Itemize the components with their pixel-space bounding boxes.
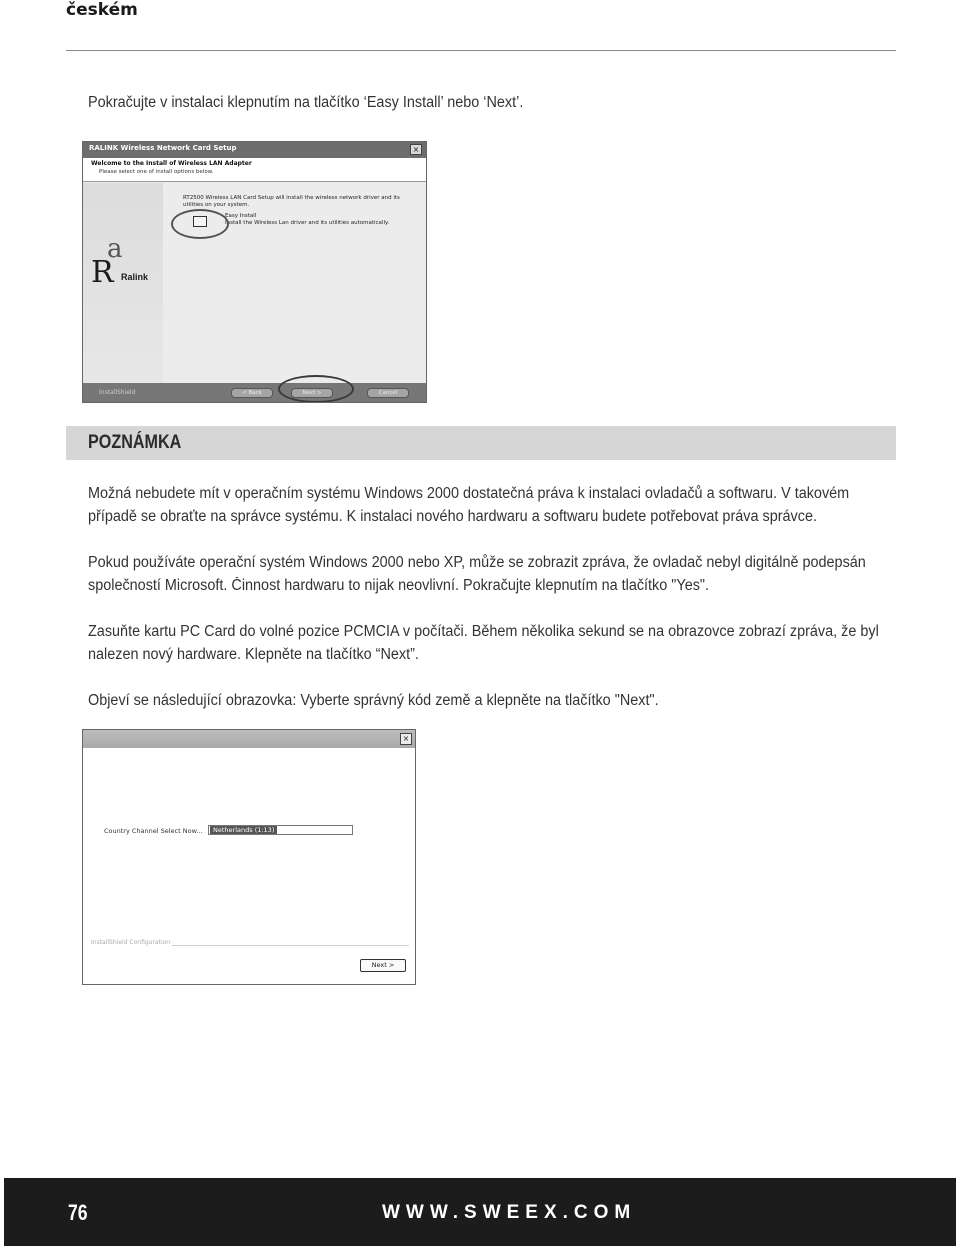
- dialog-body: [83, 748, 415, 985]
- selected-country[interactable]: Netherlands (1:13): [210, 826, 277, 834]
- wizard-heading: Welcome to the Install of Wireless LAN Adapter: [91, 160, 252, 167]
- country-channel-select[interactable]: [208, 825, 353, 835]
- country-select-screenshot: [82, 729, 416, 985]
- installshield-label: InstallShield Configuration: [91, 939, 171, 946]
- wizard-description: RT2500 Wireless LAN Card Setup will install the wireless network driver and its utilities on your system.: [183, 195, 400, 208]
- next-screen-text: Objeví se následující obrazovka: Vyberte správný kód země a klepněte na tlačítko "Next".: [88, 692, 659, 709]
- header-divider: [66, 50, 896, 51]
- window-title-bar: [83, 730, 415, 748]
- easy-install-title[interactable]: Easy Install: [225, 213, 257, 219]
- note-paragraph-1-line-1: Možná nebudete mít v operačním systému Windows 2000 dostatečná práva k instalaci ovladačů a softwaru. V takovém: [88, 485, 850, 502]
- setup-wizard-screenshot: [82, 141, 427, 403]
- note-title: POZNÁMKA: [88, 432, 182, 453]
- easy-install-description: Install the Wireless Lan driver and its utilities automatically.: [225, 220, 390, 226]
- cancel-button[interactable]: Cancel: [367, 388, 409, 398]
- language-header: českém: [66, 0, 138, 20]
- wizard-header: [83, 158, 426, 182]
- website-link: WWW.SWEEX.COM: [382, 1202, 637, 1223]
- next-button[interactable]: Next >: [360, 959, 406, 972]
- country-channel-label: Country Channel Select Now...: [104, 827, 203, 835]
- window-title: RALINK Wireless Network Card Setup: [89, 144, 237, 152]
- insert-card-line-2: nalezen nový hardware. Klepněte na tlačítko “Next”.: [88, 646, 419, 663]
- close-icon[interactable]: ×: [410, 144, 422, 155]
- highlight-circle: [171, 209, 229, 239]
- intro-text: Pokračujte v instalaci klepnutím na tlačítko ‘Easy Install’ nebo ‘Next’.: [88, 94, 524, 111]
- note-bar: [66, 426, 896, 460]
- close-icon[interactable]: ×: [400, 733, 412, 745]
- installshield-label: InstallShield: [99, 389, 136, 396]
- back-button[interactable]: < Back: [231, 388, 273, 398]
- page-footer: [4, 1178, 956, 1246]
- note-paragraph-1-line-2: případě se obraťte na správce systému. K instalaci nového hardwaru a softwaru budete potřebovat práva správce.: [88, 508, 817, 525]
- next-highlight-circle: [278, 375, 354, 403]
- note-paragraph-2-line-2: společností Microsoft. Činnost hardwaru to nijak neovlivní. Pokračujte klepnutím na tlačítko "Yes".: [88, 577, 710, 594]
- wizard-subheading: Please select one of install options below.: [99, 169, 214, 175]
- wizard-sidebar: a R Ralink: [83, 183, 163, 383]
- page-number: 76: [68, 1200, 88, 1225]
- window-title-bar: [83, 142, 426, 158]
- wizard-footer: [83, 383, 426, 403]
- note-paragraph-2-line-1: Pokud používáte operační systém Windows 2000 nebo XP, může se zobrazit zpráva, že ovladač nebyl digitálně podepsán: [88, 554, 866, 571]
- insert-card-line-1: Zasuňte kartu PC Card do volné pozice PCMCIA v počítači. Během několika sekund se na obrazovce zobrazí zpráva, že byl: [88, 623, 879, 640]
- next-button[interactable]: Next >: [291, 388, 333, 398]
- wizard-content: [163, 183, 427, 383]
